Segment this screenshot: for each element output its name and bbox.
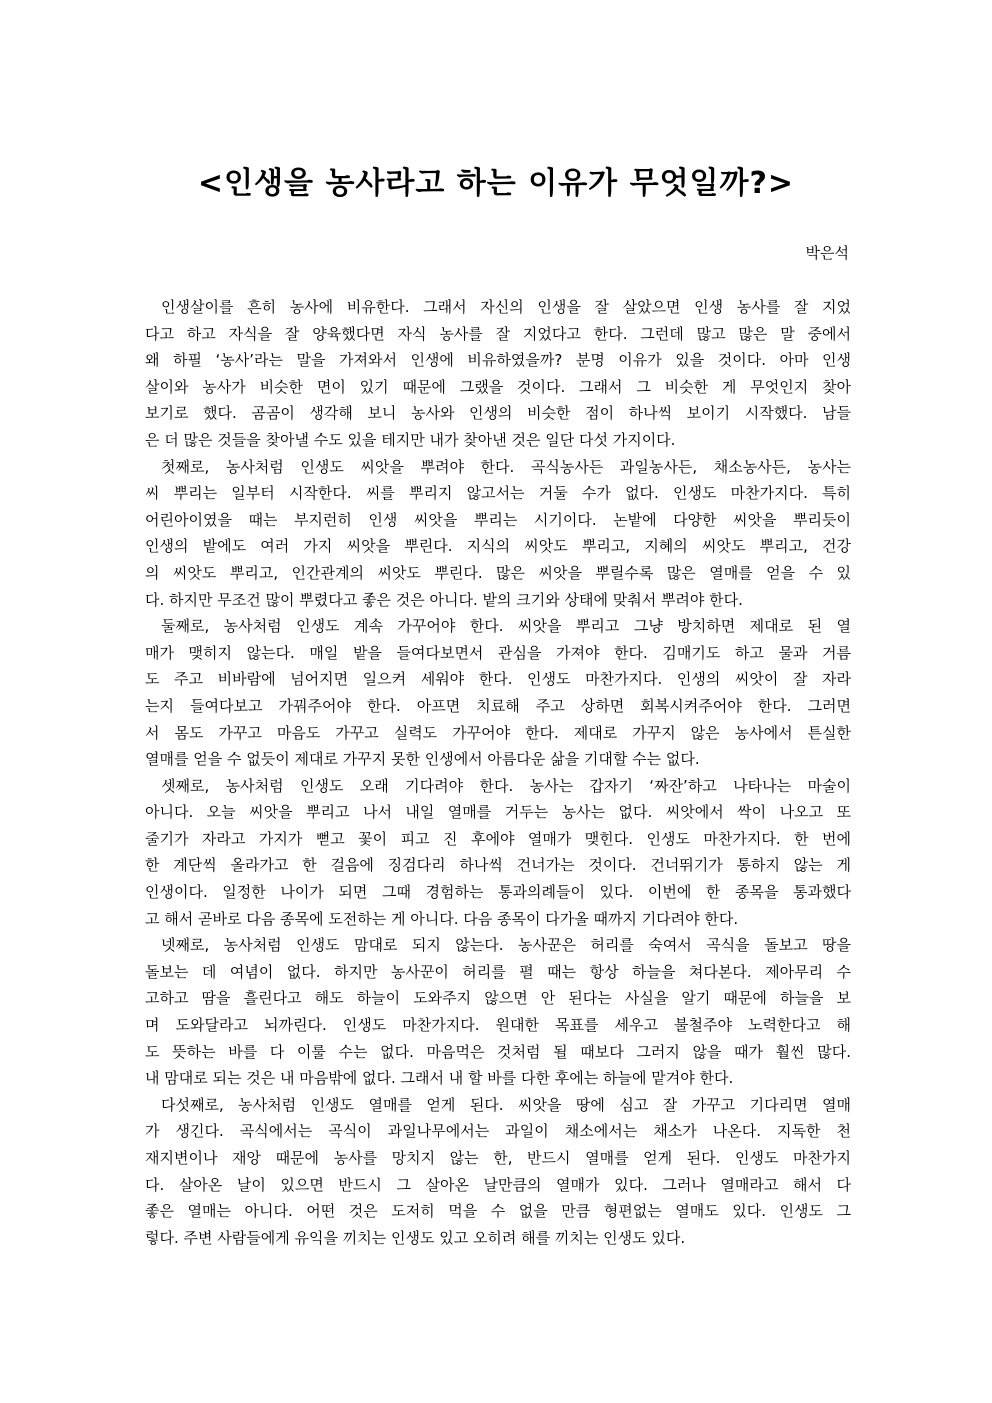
text-line: 서 몸도 가꾸고 마음도 가꾸고 실력도 가꾸어야 한다. 제대로 가꾸지 않은 농사에서 튼실한 xyxy=(145,723,851,742)
text-line: 는지 들여다보고 가꿔주어야 한다. 아프면 치료해 주고 상하면 회복시켜주어야 한다. 그러면 xyxy=(145,696,851,715)
text-line: 어린아이였을 때는 부지런히 인생 씨앗을 뿌리는 시기이다. 논밭에 다양한 씨앗을 뿌리듯이 xyxy=(145,510,851,529)
text-line: 첫째로, 농사처럼 인생도 씨앗을 뿌려야 한다. 곡식농사든 과일농사든, 채소농사든, 농사는 xyxy=(161,457,851,476)
text-line: 다. 살아온 날이 있으면 반드시 그 살아온 날만큼의 열매가 있다. 그러나 열매라고 해서 다 xyxy=(145,1175,851,1194)
text-line: 은 더 많은 것들을 찾아낼 수도 있을 테지만 내가 찾아낸 것은 일단 다섯 가지이다. xyxy=(145,430,676,449)
text-line: 며 도와달라고 뇌까린다. 인생도 마찬가지다. 원대한 목표를 세우고 불철주야 노력한다고 해 xyxy=(145,1016,851,1035)
text-line: 고 해서 곧바로 다음 종목에 도전하는 게 아니다. 다음 종목이 다가올 때까지 기다려야 한다. xyxy=(145,909,739,928)
text-line: 열매를 얻을 수 없듯이 제대로 가꾸지 못한 인생에서 아름다운 삶을 기대할 수는 없다. xyxy=(145,750,700,769)
text-line: 좋은 열매는 아니다. 어떤 것은 도저히 먹을 수 없을 만큼 형편없는 열매도 있다. 인생도 그 xyxy=(145,1202,851,1221)
text-line: 살이와 농사가 비슷한 면이 있기 때문에 그랬을 것이다. 그래서 그 비슷한 게 무엇인지 찾아 xyxy=(145,377,851,396)
text-line: 한 계단씩 올라가고 한 걸음에 징검다리 하나씩 건너가는 것이다. 건너뛰기가 통하지 않는 게 xyxy=(145,856,851,875)
text-line: 씨 뿌리는 일부터 시작한다. 씨를 뿌리지 않고서는 거둘 수가 없다. 인생도 마찬가지다. 특히 xyxy=(145,484,851,503)
text-line: 다섯째로, 농사처럼 인생도 열매를 얻게 된다. 씨앗을 땅에 심고 잘 가꾸고 기다리면 열매 xyxy=(161,1095,851,1114)
text-line: 줄기가 자라고 가지가 뻗고 꽃이 피고 진 후에야 열매가 맺힌다. 인생도 마찬가지다. 한 번에 xyxy=(145,829,851,848)
author-name: 박은석 xyxy=(805,244,849,262)
text-line: 셋째로, 농사처럼 인생도 오래 기다려야 한다. 농사는 갑자기 ‘짜잔’하고 나타나는 마술이 xyxy=(161,776,851,795)
text-line: 돌보는 데 여념이 없다. 하지만 농사꾼이 허리를 펼 때는 항상 하늘을 쳐다본다. 제아무리 수 xyxy=(145,962,851,981)
text-line: 아니다. 오늘 씨앗을 뿌리고 나서 내일 열매를 거두는 농사는 없다. 씨앗에서 싹이 나오고 또 xyxy=(145,803,851,822)
text-line: 다. 하지만 무조건 많이 뿌렸다고 좋은 것은 아니다. 밭의 크기와 상태에 맞춰서 뿌려야 한다. xyxy=(145,590,743,609)
text-line: 인생의 밭에도 여러 가지 씨앗을 뿌린다. 지식의 씨앗도 뿌리고, 지혜의 씨앗도 뿌리고, 건강 xyxy=(145,537,851,556)
text-line: 매가 맺히지 않는다. 매일 밭을 들여다보면서 관심을 가져야 한다. 김매기도 하고 물과 거름 xyxy=(145,643,851,662)
document-body xyxy=(145,294,851,1251)
text-line: 둘째로, 농사처럼 인생도 계속 가꾸어야 한다. 씨앗을 뿌리고 그냥 방치하면 제대로 된 열 xyxy=(161,617,851,636)
document-title: <인생을 농사라고 하는 이유가 무엇일까?> xyxy=(197,166,795,201)
text-line: 의 씨앗도 뿌리고, 인간관계의 씨앗도 뿌린다. 많은 씨앗을 뿌릴수록 많은 열매를 얻을 수 있 xyxy=(145,563,851,582)
text-line: 고하고 땀을 흘린다고 해도 하늘이 도와주지 않으면 안 된다는 사실을 알기 때문에 하늘을 보 xyxy=(145,989,851,1008)
text-line: 다고 하고 자식을 잘 양육했다면 자식 농사를 잘 지었다고 한다. 그런데 많고 많은 말 중에서 xyxy=(145,324,851,343)
text-line: 렇다. 주변 사람들에게 유익을 끼치는 인생도 있고 오히려 해를 끼치는 인생도 있다. xyxy=(145,1228,686,1247)
text-line: 보기로 했다. 곰곰이 생각해 보니 농사와 인생의 비슷한 점이 하나씩 보이기 시작했다. 남들 xyxy=(145,404,851,423)
text-line: 가 생긴다. 곡식에서는 곡식이 과일나무에서는 과일이 채소에서는 채소가 나온다. 지독한 천 xyxy=(145,1122,851,1141)
text-line: 넷째로, 농사처럼 인생도 맘대로 되지 않는다. 농사꾼은 허리를 숙여서 곡식을 돌보고 땅을 xyxy=(161,936,851,955)
text-line: 도 뜻하는 바를 다 이룰 수는 없다. 마음먹은 것처럼 될 때보다 그러지 않을 때가 훨씬 많다. xyxy=(145,1042,851,1061)
text-line: 도 주고 비바람에 넘어지면 일으켜 세워야 한다. 인생도 마찬가지다. 인생의 씨앗이 잘 자라 xyxy=(145,670,851,689)
text-line: 재지변이나 재앙 때문에 농사를 망치지 않는 한, 반드시 열매를 얻게 된다. 인생도 마찬가지 xyxy=(145,1149,851,1167)
text-line: 왜 하필 ‘농사’라는 말을 가져와서 인생에 비유하였을까? 분명 이유가 있을 것이다. 아마 인생 xyxy=(145,351,851,370)
text-line: 인생살이를 흔히 농사에 비유한다. 그래서 자신의 인생을 잘 살았으면 인생 농사를 잘 지었 xyxy=(161,298,851,316)
text-line: 내 맘대로 되는 것은 내 마음밖에 없다. 그래서 내 할 바를 다한 후에는 하늘에 맡겨야 한다. xyxy=(145,1069,734,1088)
text-line: 인생이다. 일정한 나이가 되면 그때 경험하는 통과의례들이 있다. 이번에 한 종목을 통과했다 xyxy=(145,883,851,902)
